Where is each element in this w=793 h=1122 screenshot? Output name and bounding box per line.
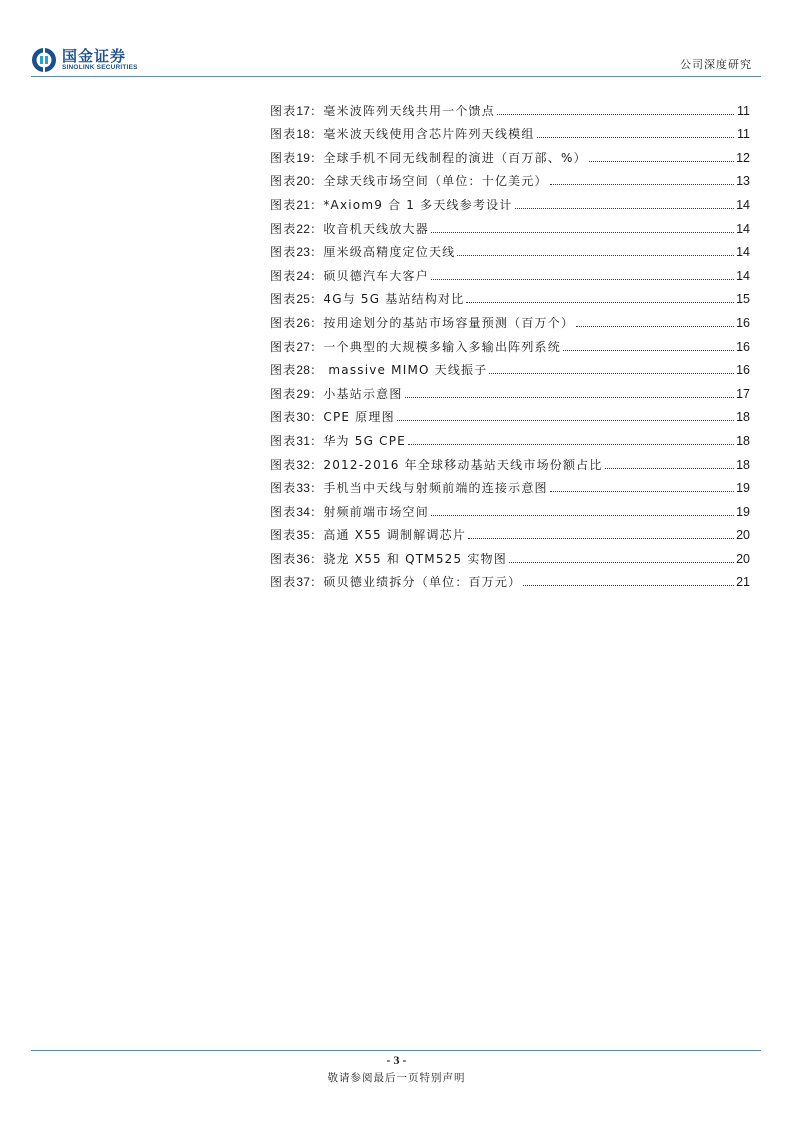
toc-entry-label: 图表33：手机当中天线与射频前端的连接示意图 (270, 481, 548, 496)
toc-entry-label: 图表31：华为 5G CPE (270, 433, 406, 448)
logo-english-name: SINOLINK SECURITIES (62, 64, 138, 71)
disclaimer-text: 敬请参阅最后一页特别声明 (327, 1072, 466, 1084)
toc-entry-number: 30 (296, 410, 311, 425)
toc-entry-label: 图表37：硕贝德业绩拆分（单位：百万元） (270, 575, 522, 590)
toc-entry-title: 4G与 5G 基站结构对比 (323, 292, 465, 307)
toc-leader-dots (523, 585, 734, 586)
toc-entry-page: 19 (736, 481, 750, 496)
toc-entry-label: 图表18：毫米波天线使用含芯片阵列天线模组 (270, 127, 535, 142)
toc-entry[interactable] (270, 118, 750, 142)
toc-entry-number: 37 (296, 575, 311, 590)
toc-entry-page: 18 (736, 457, 750, 472)
toc-entry[interactable] (270, 566, 750, 590)
toc-entry-label: 图表24：硕贝德汽车大客户 (270, 268, 429, 283)
toc-entry-label: 图表30：CPE 原理图 (270, 410, 395, 425)
sinolink-logo-icon (31, 47, 57, 73)
toc-leader-dots (468, 538, 734, 539)
toc-entry-number: 21 (296, 197, 311, 212)
toc-entry-number: 31 (296, 433, 311, 448)
toc-entry-label: 图表20：全球天线市场空间（单位：十亿美元） (270, 174, 548, 189)
toc-entry-prefix: 图表 (270, 457, 297, 472)
toc-entry-title: 收音机天线放大器 (323, 221, 429, 236)
toc-entry[interactable] (270, 330, 750, 354)
company-logo (31, 46, 138, 74)
toc-entry-prefix: 图表 (270, 528, 297, 543)
toc-leader-dots (550, 491, 734, 492)
toc-entry-number: 35 (296, 528, 311, 543)
toc-entry[interactable] (270, 236, 750, 260)
toc-leader-dots (589, 161, 734, 162)
toc-entry-label: 图表28： massive MIMO 天线振子 (270, 363, 488, 378)
toc-entry-page: 21 (736, 575, 750, 590)
toc-entry[interactable] (270, 165, 750, 189)
toc-entry-page: 12 (736, 150, 750, 165)
toc-entry-prefix: 图表 (270, 386, 297, 401)
toc-entry-title: 2012-2016 年全球移动基站天线市场份额占比 (323, 457, 603, 472)
toc-entry-prefix: 图表 (270, 481, 297, 496)
toc-entry[interactable] (270, 495, 750, 519)
toc-entry-page: 20 (736, 551, 750, 566)
toc-entry-prefix: 图表 (270, 504, 297, 519)
toc-entry-prefix: 图表 (270, 339, 297, 354)
toc-entry[interactable] (270, 519, 750, 543)
toc-entry-page: 16 (736, 339, 750, 354)
toc-leader-dots (431, 515, 734, 516)
toc-entry[interactable] (270, 259, 750, 283)
toc-entry-number: 23 (296, 245, 311, 260)
toc-entry-title: massive MIMO 天线振子 (323, 363, 488, 378)
toc-leader-dots (466, 302, 734, 303)
toc-entry-label: 图表23：厘米级高精度定位天线 (270, 245, 456, 260)
toc-entry-prefix: 图表 (270, 363, 297, 378)
figure-list (270, 94, 750, 589)
toc-leader-dots (489, 373, 734, 374)
toc-entry-page: 16 (736, 315, 750, 330)
toc-entry-number: 28 (296, 363, 311, 378)
toc-entry-number: 27 (296, 339, 311, 354)
toc-entry-prefix: 图表 (270, 315, 297, 330)
toc-entry-page: 14 (736, 197, 750, 212)
toc-entry[interactable] (270, 354, 750, 378)
toc-entry-prefix: 图表 (270, 127, 297, 142)
toc-leader-dots (537, 137, 734, 138)
toc-entry-page: 14 (736, 268, 750, 283)
toc-entry-title: 硕贝德业绩拆分（单位：百万元） (323, 575, 522, 590)
toc-leader-dots (563, 350, 734, 351)
toc-entry-prefix: 图表 (270, 292, 297, 307)
toc-leader-dots (515, 208, 734, 209)
toc-entry-number: 20 (296, 174, 311, 189)
toc-entry-title: 高通 X55 调制解调芯片 (323, 528, 467, 543)
toc-entry-title: 硕贝德汽车大客户 (323, 268, 429, 283)
toc-entry-title: *Axiom9 合 1 多天线参考设计 (323, 197, 513, 212)
toc-entry-prefix: 图表 (270, 575, 297, 590)
toc-leader-dots (605, 468, 734, 469)
toc-entry-title: CPE 原理图 (323, 410, 395, 425)
toc-entry-label: 图表19：全球手机不同无线制程的演进（百万部、%） (270, 150, 587, 165)
toc-entry-number: 34 (296, 504, 311, 519)
toc-entry[interactable] (270, 188, 750, 212)
toc-entry-number: 36 (296, 551, 311, 566)
toc-entry-number: 33 (296, 481, 311, 496)
toc-entry-number: 26 (296, 315, 311, 330)
toc-entry[interactable] (270, 424, 750, 448)
toc-entry-title: 毫米波天线使用含芯片阵列天线模组 (323, 127, 535, 142)
logo-text (62, 48, 138, 72)
toc-entry-number: 19 (296, 150, 311, 165)
toc-entry-prefix: 图表 (270, 268, 297, 283)
toc-entry-prefix: 图表 (270, 103, 297, 118)
toc-entry[interactable] (270, 542, 750, 566)
toc-entry-prefix: 图表 (270, 174, 297, 189)
logo-chinese-name: 国金证券 (62, 47, 127, 65)
toc-leader-dots (431, 232, 734, 233)
toc-entry-prefix: 图表 (270, 221, 297, 236)
toc-entry-prefix: 图表 (270, 551, 297, 566)
toc-leader-dots (431, 279, 734, 280)
toc-entry-page: 18 (736, 433, 750, 448)
toc-entry-page: 13 (736, 174, 750, 189)
toc-entry-number: 24 (296, 268, 311, 283)
toc-entry-prefix: 图表 (270, 433, 297, 448)
toc-entry-label: 图表27：一个典型的大规模多输入多输出阵列系统 (270, 339, 561, 354)
toc-leader-dots (408, 444, 734, 445)
toc-leader-dots (497, 114, 734, 115)
toc-entry-page: 18 (736, 410, 750, 425)
header-divider (31, 76, 761, 77)
toc-entry-title: 华为 5G CPE (323, 433, 406, 448)
toc-entry-title: 小基站示意图 (323, 386, 403, 401)
toc-entry-page: 14 (736, 245, 750, 260)
toc-entry[interactable] (270, 94, 750, 118)
toc-leader-dots (397, 420, 734, 421)
toc-entry[interactable] (270, 377, 750, 401)
toc-leader-dots (576, 326, 734, 327)
page-number: - 3 - (386, 1053, 407, 1067)
toc-entry-title: 射频前端市场空间 (323, 504, 429, 519)
toc-entry-number: 32 (296, 457, 311, 472)
toc-leader-dots (509, 562, 734, 563)
toc-entry-page: 15 (736, 292, 750, 307)
toc-entry-title: 全球天线市场空间（单位：十亿美元） (323, 174, 548, 189)
toc-entry-label: 图表25：4G与 5G 基站结构对比 (270, 292, 465, 307)
toc-entry-label: 图表21：*Axiom9 合 1 多天线参考设计 (270, 197, 513, 212)
toc-entry-label: 图表35：高通 X55 调制解调芯片 (270, 528, 467, 543)
toc-entry-page: 20 (736, 528, 750, 543)
toc-entry-prefix: 图表 (270, 197, 297, 212)
toc-entry[interactable] (270, 448, 750, 472)
toc-entry-title: 厘米级高精度定位天线 (323, 245, 456, 260)
toc-entry-label: 图表29：小基站示意图 (270, 386, 403, 401)
toc-entry[interactable] (270, 306, 750, 330)
toc-entry-title: 手机当中天线与射频前端的连接示意图 (323, 481, 548, 496)
toc-entry-number: 18 (296, 127, 311, 142)
toc-entry-page: 11 (737, 127, 750, 142)
toc-entry-prefix: 图表 (270, 245, 297, 260)
toc-entry-label: 图表36：骁龙 X55 和 QTM525 实物图 (270, 551, 507, 566)
toc-leader-dots (457, 255, 734, 256)
toc-entry-title: 毫米波阵列天线共用一个馈点 (323, 103, 495, 118)
toc-entry-label: 图表34：射频前端市场空间 (270, 504, 429, 519)
toc-entry-number: 17 (296, 103, 311, 118)
toc-entry[interactable] (270, 401, 750, 425)
toc-entry-label: 图表17：毫米波阵列天线共用一个馈点 (270, 103, 495, 118)
toc-entry-page: 17 (736, 386, 750, 401)
toc-entry-number: 25 (296, 292, 311, 307)
toc-entry-page: 14 (736, 221, 750, 236)
toc-entry-label: 图表26：按用途划分的基站市场容量预测（百万个） (270, 315, 575, 330)
toc-entry-label: 图表32：2012-2016 年全球移动基站天线市场份额占比 (270, 457, 603, 472)
toc-entry[interactable] (270, 283, 750, 307)
toc-entry-number: 29 (296, 386, 311, 401)
toc-entry-page: 16 (736, 363, 750, 378)
toc-entry[interactable] (270, 141, 750, 165)
toc-entry-page: 11 (737, 103, 750, 118)
page-header (0, 0, 793, 80)
toc-entry-label: 图表22：收音机天线放大器 (270, 221, 429, 236)
toc-entry[interactable] (270, 212, 750, 236)
toc-entry-title: 骁龙 X55 和 QTM525 实物图 (323, 551, 507, 566)
toc-entry-number: 22 (296, 221, 311, 236)
toc-leader-dots (550, 184, 734, 185)
toc-leader-dots (405, 397, 734, 398)
toc-entry-prefix: 图表 (270, 150, 297, 165)
footer-divider (31, 1050, 761, 1051)
toc-entry-prefix: 图表 (270, 410, 297, 425)
toc-entry[interactable] (270, 472, 750, 496)
toc-entry-page: 19 (736, 504, 750, 519)
toc-entry-title: 一个典型的大规模多输入多输出阵列系统 (323, 339, 561, 354)
toc-entry-title: 按用途划分的基站市场容量预测（百万个） (323, 315, 575, 330)
toc-entry-title: 全球手机不同无线制程的演进（百万部、%） (323, 150, 587, 165)
report-type: 公司深度研究 (680, 58, 752, 71)
